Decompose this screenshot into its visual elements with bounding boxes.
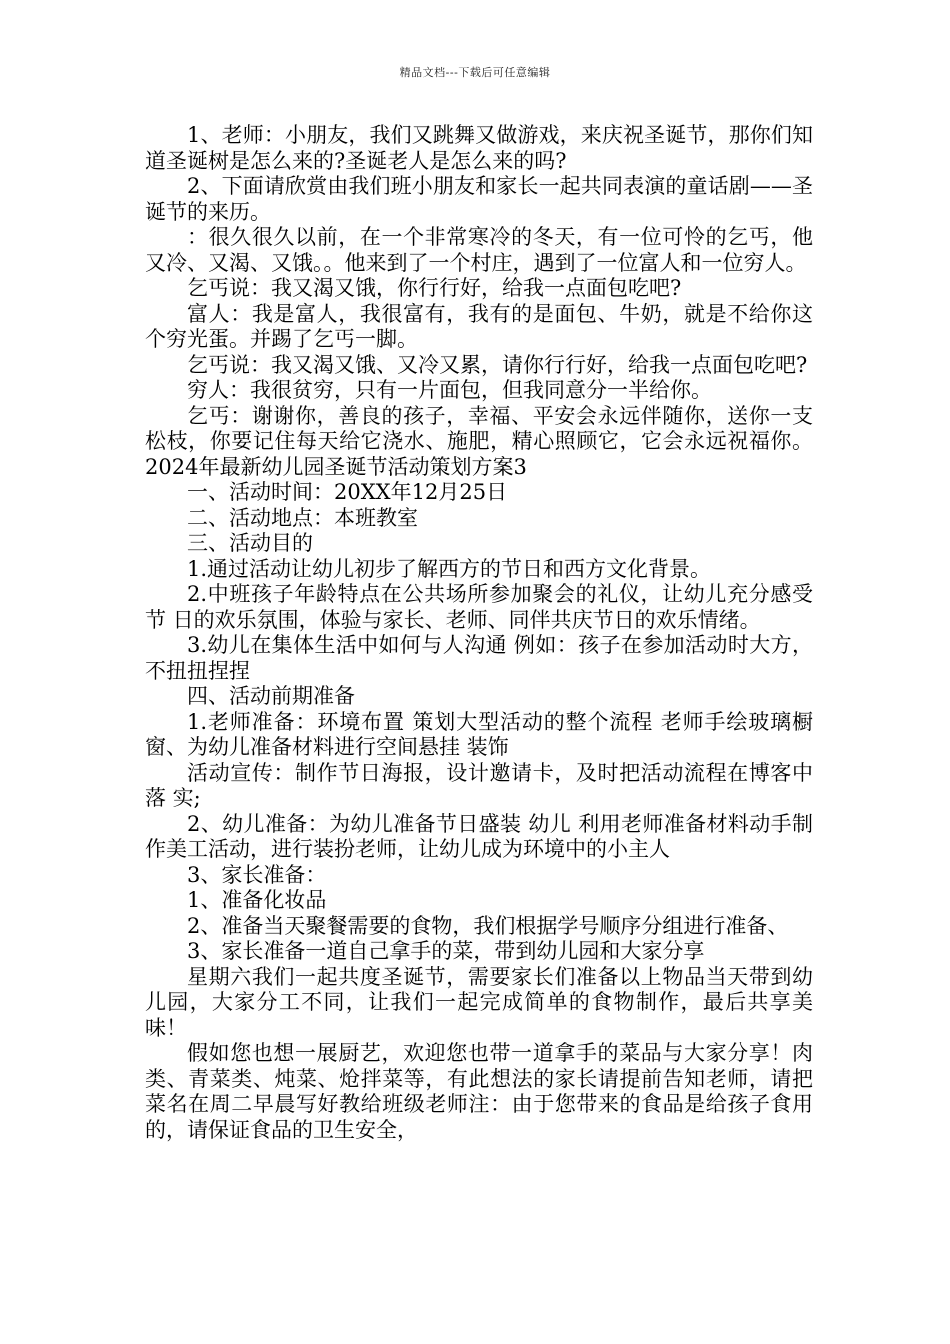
paragraph: 2、幼儿准备：为幼儿准备节日盛装 幼儿 利用老师准备材料动手制作美工活动，进行装扮老师，让幼儿成为环境中的小主人 — [145, 811, 813, 861]
paragraph: 2、下面请欣赏由我们班小朋友和家长一起共同表演的童话剧——圣诞节的来历。 — [145, 174, 813, 224]
paragraph: 假如您也想一展厨艺，欢迎您也带一道拿手的菜品与大家分享！肉类、青菜类、炖菜、炝拌菜等，有此想法的家长请提前告知老师，请把菜名在周二早晨写好教给班级老师注：由于您带来的食品是给孩子食用的，请保证食品的卫生安全， — [145, 1041, 813, 1142]
paragraph: 3.幼儿在集体生活中如何与人沟通 例如：孩子在参加活动时大方， 不扭扭捏捏 — [145, 633, 827, 683]
paragraph: 二、活动地点：本班教室 — [187, 505, 418, 530]
paragraph: 四、活动前期准备 — [187, 684, 355, 708]
paragraph: 富人：我是富人，我很富有，我有的是面包、牛奶，就是不给你这个穷光蛋。并踢了乞丐一脚。 — [145, 301, 813, 351]
paragraph: 活动宣传：制作节日海报，设计邀请卡，及时把活动流程在博客中落 实; — [145, 760, 813, 810]
paragraph: 1、老师：小朋友，我们又跳舞又做游戏，来庆祝圣诞节，那你们知道圣诞树是怎么来的?圣诞老人是怎么来的吗? — [145, 123, 813, 173]
paragraph: 1.老师准备：环境布置 策划大型活动的整个流程 老师手绘玻璃橱 窗、为幼儿准备材料进行空间悬挂 装饰 — [145, 709, 820, 759]
paragraph: 乞丐说：我又渴又饿、又冷又累，请你行行好，给我一点面包吃吧? — [187, 352, 808, 377]
paragraph: 穷人：我很贫穷，只有一片面包，但我同意分一半给你。 — [187, 378, 712, 402]
paragraph: 三、活动目的 — [187, 531, 313, 555]
paragraph: 一、活动时间：20XX年12月25日 — [187, 480, 508, 504]
paragraph: 2、准备当天聚餐需要的食物，我们根据学号顺序分组进行准备、 — [187, 913, 789, 938]
page-header: 精品文档---下载后可任意编辑 — [399, 66, 551, 79]
paragraph: 星期六我们一起共度圣诞节，需要家长们准备以上物品当天带到幼儿园，大家分工不同，让我们一起完成简单的食物制作，最后共享美味！ — [145, 964, 813, 1040]
paragraph: 1、准备化妆品 — [187, 888, 327, 912]
paragraph: 乞丐：谢谢你，善良的孩子，幸福、平安会永远伴随你，送你一支松枝，你要记住每天给它浇水、施肥，精心照顾它，它会永远祝福你。 2024年最新幼儿园圣诞节活动策划方案3 — [145, 403, 854, 479]
paragraph: 2.中班孩子年龄特点在公共场所参加聚会的礼仪，让幼儿充分感受节 日的欢乐氛围，体验与家长、老师、同伴共庆节日的欢乐情绪。 — [145, 582, 813, 632]
document-body — [145, 123, 854, 1143]
paragraph: 乞丐说：我又渴又饿，你行行好，给我一点面包吃吧? — [187, 276, 682, 300]
paragraph: 3、家长准备一道自己拿手的菜，带到幼儿园和大家分享 — [187, 939, 705, 963]
paragraph: ：很久很久以前，在一个非常寒冷的冬天，有一位可怜的乞丐，他又冷、又渴、又饿。。他来到了一个村庄，遇到了一位富人和一位穷人。 — [145, 225, 813, 275]
paragraph: 1.通过活动让幼儿初步了解西方的节日和西方文化背景。 — [187, 556, 712, 581]
paragraph: 3、家长准备： — [187, 862, 327, 887]
